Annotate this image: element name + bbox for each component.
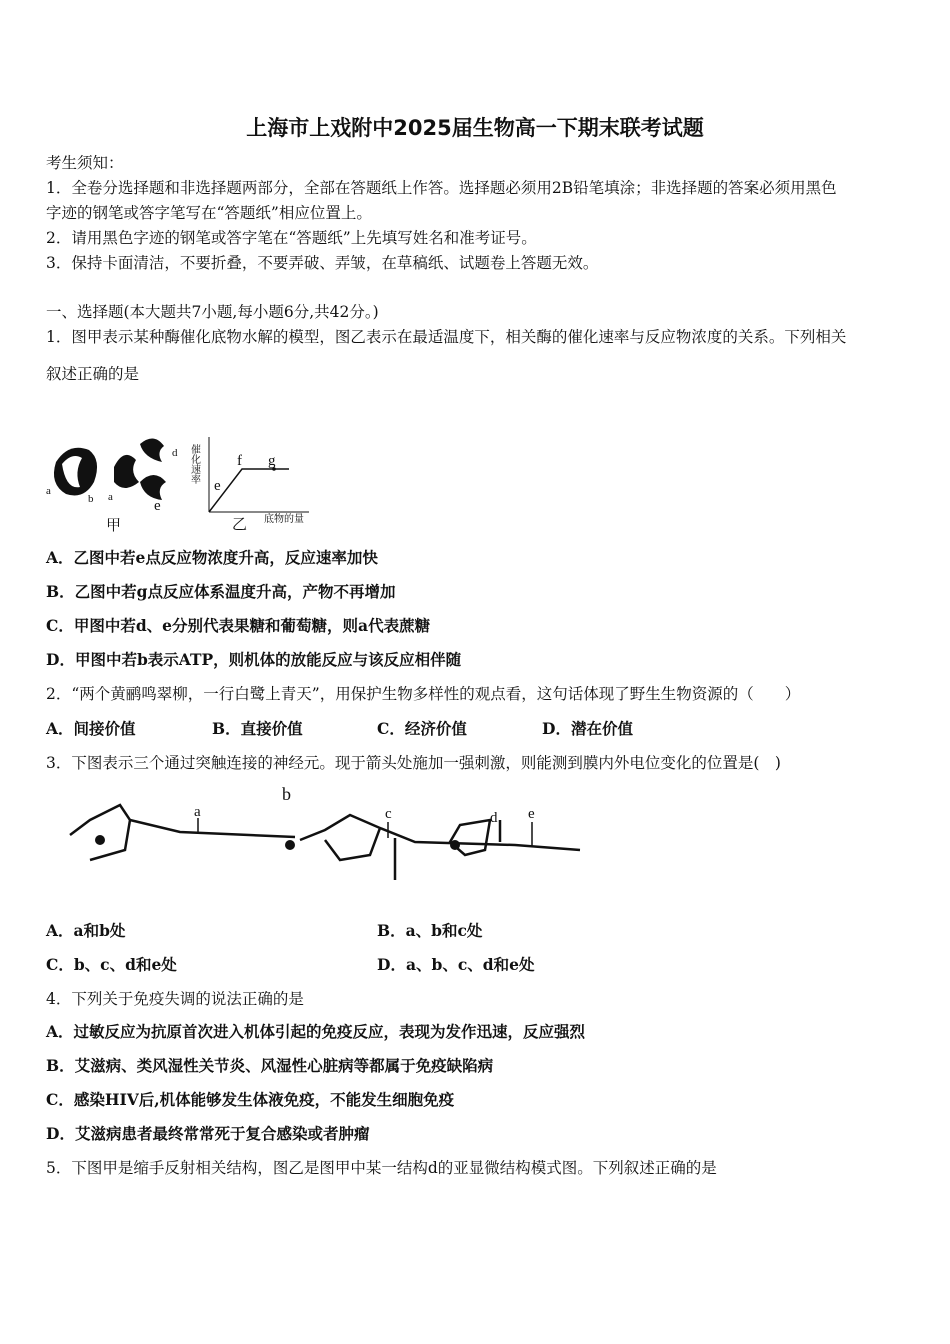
q1-option-b: B．乙图中若g点反应体系温度升高，产物不再增加 xyxy=(46,582,396,601)
label-b: b xyxy=(282,784,291,804)
q2-option-c: C．经济价值 xyxy=(377,719,467,738)
q3-stem: 3．下图表示三个通过突触连接的神经元。现于箭头处施加一强刺激，则能测到膜内外电位变化的位置是( ) xyxy=(46,754,781,772)
label-d: d xyxy=(172,447,178,459)
q1-figure xyxy=(44,432,314,537)
label-b: b xyxy=(88,493,94,505)
label-e: e xyxy=(528,806,535,822)
q3-option-d: D．a、b、c、d和e处 xyxy=(377,955,535,974)
q2-option-d: D．潜在价值 xyxy=(542,719,633,738)
notice-item: 1．全卷分选择题和非选择题两部分，全部在答题纸上作答。选择题必须用2B铅笔填涂；非选择题的答案必须用黑色 xyxy=(46,179,837,197)
label-d: d xyxy=(490,810,498,826)
notice-heading: 考生须知： xyxy=(46,154,124,172)
label-a: a xyxy=(46,485,51,497)
q4-option-a: A．过敏反应为抗原首次进入机体引起的免疫反应，表现为发作迅速，反应强烈 xyxy=(46,1022,586,1041)
point-f: f xyxy=(237,453,242,469)
q3-option-c: C．b、c、d和e处 xyxy=(46,955,177,974)
notice-item: 3．保持卡面清洁，不要折叠，不要弄破、弄皱，在草稿纸、试题卷上答题无效。 xyxy=(46,254,599,272)
point-e: e xyxy=(214,478,221,494)
q1-option-c: C．甲图中若d、e分别代表果糖和葡萄糖，则a代表蔗糖 xyxy=(46,616,431,635)
y-axis-label: 催化速率 xyxy=(188,444,200,484)
q2-option-b: B．直接价值 xyxy=(212,719,303,738)
page-title: 上海市上戏附中2025届生物高一下期末联考试题 xyxy=(246,116,704,140)
x-axis-label: 底物的量 xyxy=(264,514,304,525)
label-e: e xyxy=(154,498,161,514)
yi-label: 乙 xyxy=(232,517,248,533)
q4-option-b: B．艾滋病、类风湿性关节炎、风湿性心脏病等都属于免疫缺陷病 xyxy=(46,1056,494,1075)
q2-stem: 2．“两个黄鹂鸣翠柳，一行白鹭上青天”，用保护生物多样性的观点看，这句话体现了野生生物资源的（ ） xyxy=(46,685,801,703)
q4-option-c: C．感染HIV后,机体能够发生体液免疫，不能发生细胞免疫 xyxy=(46,1090,455,1109)
notice-item: 字迹的钢笔或答字笔写在“答题纸”相应位置上。 xyxy=(46,204,372,222)
section-heading: 一、选择题(本大题共7小题,每小题6分,共42分。) xyxy=(46,303,379,321)
q4-option-d: D．艾滋病患者最终常常死于复合感染或者肿瘤 xyxy=(46,1124,370,1143)
q2-option-a: A．间接价值 xyxy=(46,719,136,738)
q1-option-d: D．甲图中若b表示ATP，则机体的放能反应与该反应相伴随 xyxy=(46,650,462,669)
q3-option-a: A．a和b处 xyxy=(46,921,126,940)
q1-option-a: A．乙图中若e点反应物浓度升高，反应速率加快 xyxy=(46,548,378,567)
q3-option-b: B．a、b和c处 xyxy=(377,921,483,940)
q1-stem: 叙述正确的是 xyxy=(46,365,140,383)
jia-label: 甲 xyxy=(106,518,122,534)
label-a2: a xyxy=(108,491,113,503)
point-g: g xyxy=(268,453,276,469)
label-c: c xyxy=(385,806,392,822)
q1-stem: 1．图甲表示某种酶催化底物水解的模型，图乙表示在最适温度下，相关酶的催化速率与反应物浓度的关系。下列相关 xyxy=(46,328,847,346)
q4-stem: 4．下列关于免疫失调的说法正确的是 xyxy=(46,990,304,1008)
notice-item: 2．请用黑色字迹的钢笔或答字笔在“答题纸”上先填写姓名和准考证号。 xyxy=(46,229,537,247)
q5-stem: 5．下图甲是缩手反射相关结构，图乙是图甲中某一结构d的亚显微结构模式图。下列叙述正确的是 xyxy=(46,1159,717,1177)
q3-neuron-figure xyxy=(60,780,590,885)
label-a: a xyxy=(194,804,201,820)
